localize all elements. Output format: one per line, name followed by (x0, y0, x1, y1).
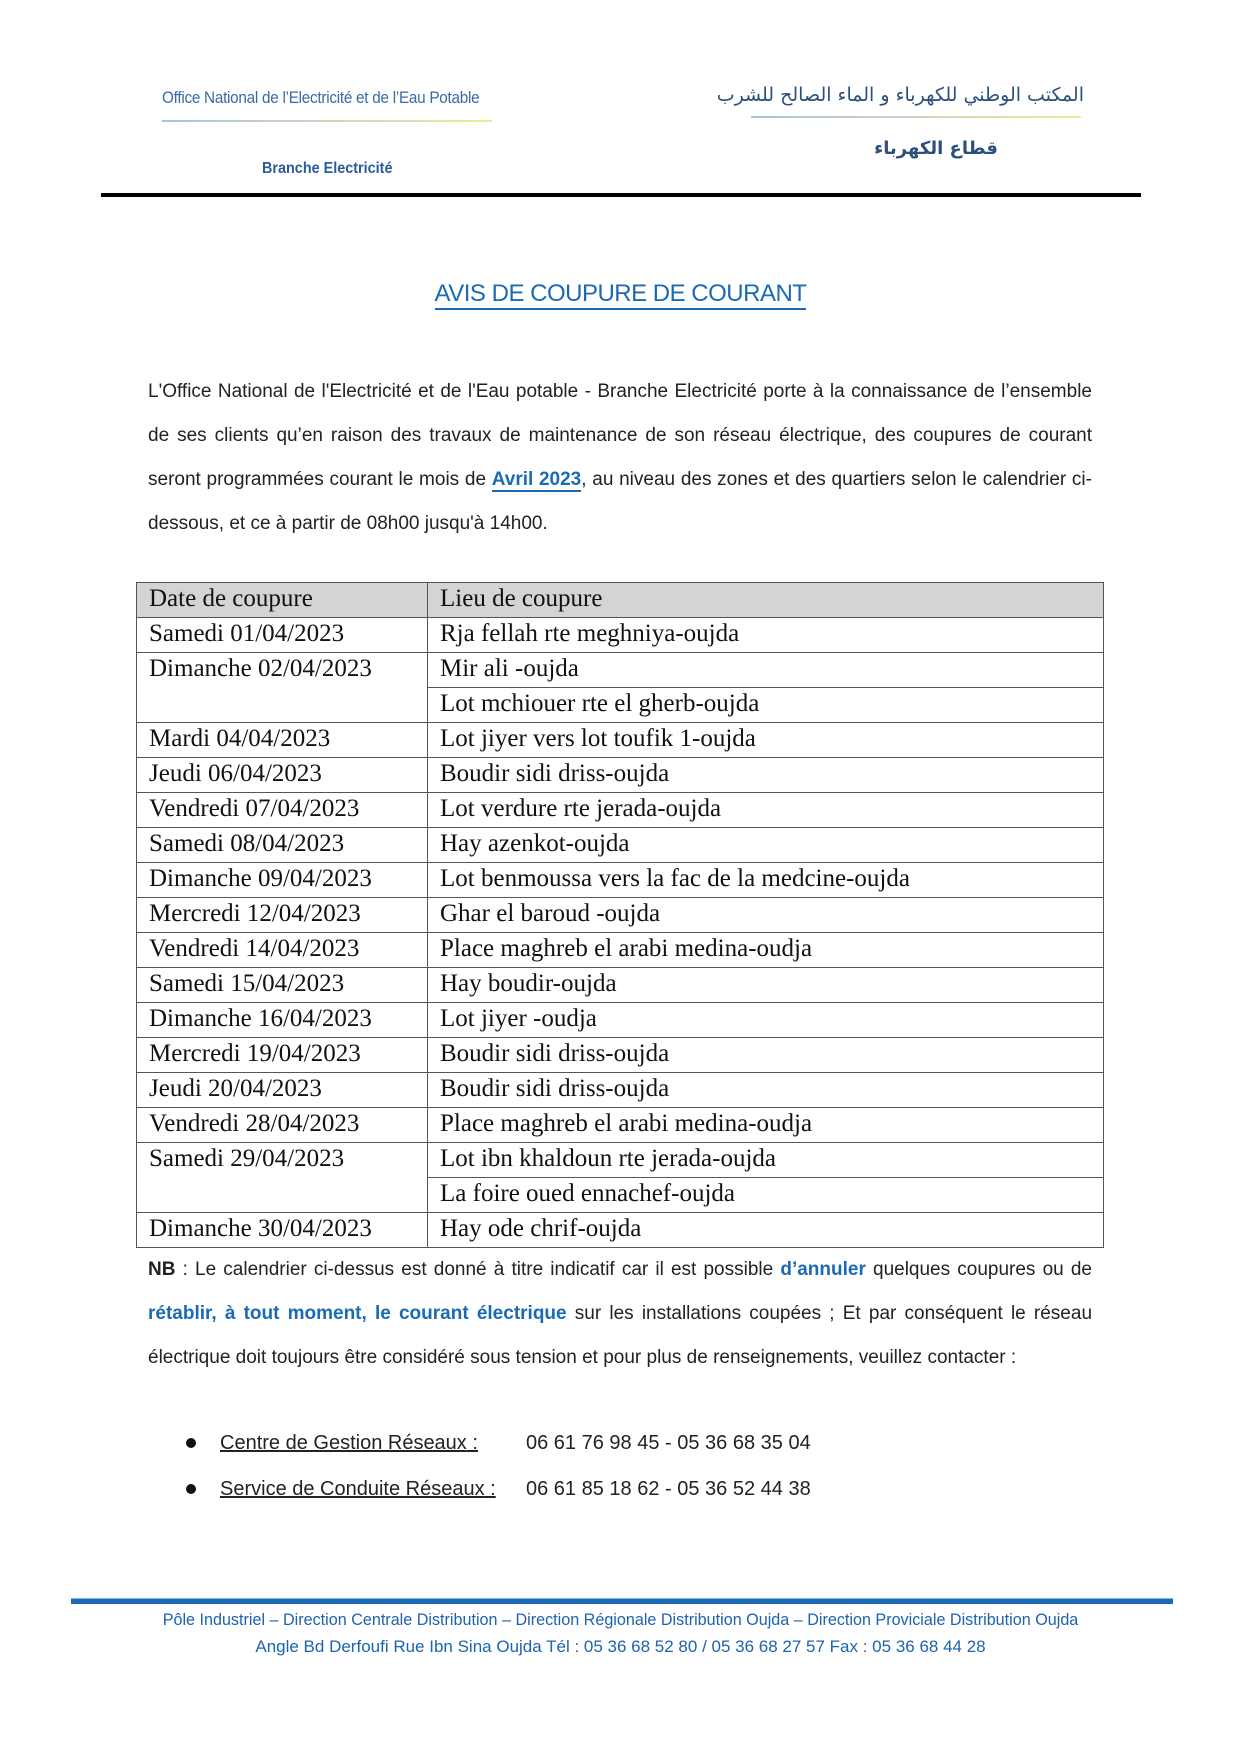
header-left (162, 88, 492, 177)
cell-date: Samedi 29/04/2023 (137, 1143, 428, 1213)
cell-lieu: Lot verdure rte jerada-oujda (428, 793, 1104, 828)
cell-date: Jeudi 20/04/2023 (137, 1073, 428, 1108)
page-title-wrap (0, 280, 1241, 308)
cell-date: Samedi 01/04/2023 (137, 618, 428, 653)
footer-line-2: Angle Bd Derfoufi Rue Ibn Sina Oujda Tél : 05 36 68 52 80 / 05 36 68 27 57 Fax : 05 36 68 44 28 (255, 1637, 986, 1656)
cell-lieu: Lot ibn khaldoun rte jerada-oujda (428, 1143, 1104, 1178)
cell-date: Samedi 08/04/2023 (137, 828, 428, 863)
cell-date: Mardi 04/04/2023 (137, 723, 428, 758)
cell-lieu: Hay boudir-oujda (428, 968, 1104, 1003)
table-row (137, 758, 1104, 793)
page-title: AVIS DE COUPURE DE COURANT (435, 280, 807, 310)
cell-lieu: Rja fellah rte meghniya-oujda (428, 618, 1104, 653)
table-row (137, 933, 1104, 968)
cell-lieu: Mir ali -oujda (428, 653, 1104, 688)
org-name-fr: Office National de l’Electricité et de l’Eau Potable (162, 88, 480, 107)
contact-phones: 06 61 85 18 62 - 05 36 52 44 38 (526, 1478, 811, 1500)
table-row (137, 1003, 1104, 1038)
table-row (137, 898, 1104, 933)
table-row (137, 653, 1104, 688)
table-row (137, 1073, 1104, 1108)
intro-text-1: L'Office National de l'Electricité et de l'Eau potable - Branche Electricité porte à la connaissance de l’ensemble de ses clients qu’en raison des travaux de maintenance de son réseau électrique, des coupures de courant seront programmées courant le mois de (148, 381, 1092, 490)
nb-text-2: quelques coupures ou de (865, 1259, 1092, 1280)
table-row (137, 793, 1104, 828)
cell-lieu: Place maghreb el arabi medina-oudja (428, 1108, 1104, 1143)
cell-date: Vendredi 28/04/2023 (137, 1108, 428, 1143)
cell-lieu: Lot mchiouer rte el gherb-oujda (428, 688, 1104, 723)
table-row (137, 1143, 1104, 1178)
cell-lieu: Lot benmoussa vers la fac de la medcine-oujda (428, 863, 1104, 898)
header-right (716, 84, 1084, 159)
nb-label: NB (148, 1259, 176, 1280)
header-date: Date de coupure (137, 583, 428, 618)
nb-highlight-2: rétablir, à tout moment, le courant électrique (148, 1303, 567, 1324)
cell-lieu: Hay azenkot-oujda (428, 828, 1104, 863)
intro-paragraph (148, 370, 1092, 546)
outage-schedule-table (136, 582, 1104, 1248)
contact-phones: 06 61 76 98 45 - 05 36 68 35 04 (526, 1432, 811, 1454)
table-row (137, 1038, 1104, 1073)
header-divider (101, 193, 1141, 197)
contact-item (186, 1420, 811, 1466)
nb-text-3: sur les installations coupées ; Et par conséquent le réseau électrique doit toujours être considéré sous tension et pour plus de renseignements, veuillez contacter : (148, 1303, 1093, 1368)
intro-month: Avril 2023 (491, 469, 582, 490)
cell-date: Mercredi 19/04/2023 (137, 1038, 428, 1073)
cell-date: Dimanche 09/04/2023 (137, 863, 428, 898)
table-row (137, 618, 1104, 653)
cell-lieu: Boudir sidi driss-oujda (428, 758, 1104, 793)
table-row (137, 863, 1104, 898)
contact-item (186, 1466, 811, 1512)
contact-sep: : (466, 1432, 478, 1454)
contact-sep: : (484, 1478, 496, 1500)
cell-lieu: Lot jiyer -oudja (428, 1003, 1104, 1038)
cell-lieu: Ghar el baroud -oujda (428, 898, 1104, 933)
table-row (137, 1213, 1104, 1248)
branch-name-ar: قطاع الكهرباء (874, 138, 998, 159)
contact-list (186, 1420, 811, 1512)
table-row (137, 723, 1104, 758)
nb-highlight-1: d’annuler (780, 1259, 866, 1280)
footer (0, 1606, 1241, 1660)
cell-date: Vendredi 14/04/2023 (137, 933, 428, 968)
cell-lieu: Place maghreb el arabi medina-oudja (428, 933, 1104, 968)
bullet-icon (186, 1438, 196, 1448)
table-row (137, 828, 1104, 863)
cell-lieu: Boudir sidi driss-oujda (428, 1038, 1104, 1073)
bullet-icon (186, 1484, 196, 1494)
cell-date: Vendredi 07/04/2023 (137, 793, 428, 828)
header-right-rule (751, 116, 1081, 118)
branch-name-fr: Branche Electricité (262, 160, 393, 177)
cell-lieu: La foire oued ennachef-oujda (428, 1178, 1104, 1213)
nb-note (148, 1248, 1092, 1380)
cell-date: Jeudi 06/04/2023 (137, 758, 428, 793)
table-header-row (137, 583, 1104, 618)
header-left-rule (162, 120, 492, 122)
cell-lieu: Hay ode chrif-oujda (428, 1213, 1104, 1248)
cell-date: Dimanche 16/04/2023 (137, 1003, 428, 1038)
header-lieu: Lieu de coupure (428, 583, 1104, 618)
contact-name: Centre de Gestion Réseaux (220, 1432, 467, 1454)
cell-lieu: Lot jiyer vers lot toufik 1-oujda (428, 723, 1104, 758)
cell-date: Mercredi 12/04/2023 (137, 898, 428, 933)
cell-date: Dimanche 02/04/2023 (137, 653, 428, 723)
cell-lieu: Boudir sidi driss-oujda (428, 1073, 1104, 1108)
cell-date: Samedi 15/04/2023 (137, 968, 428, 1003)
contact-name: Service de Conduite Réseaux (220, 1478, 485, 1500)
footer-divider (71, 1598, 1173, 1604)
nb-text-1: : Le calendrier ci-dessus est donné à titre indicatif car il est possible (175, 1259, 781, 1280)
org-name-ar: المكتب الوطني للكهرباء و الماء الصالح للشرب (716, 84, 1084, 106)
table-row (137, 968, 1104, 1003)
table-row (137, 1108, 1104, 1143)
intro-text-2: , au niveau des zones et des quartiers selon le calendrier ci-dessous, et ce à partir de 08h00 jusqu'à 14h00. (148, 469, 1092, 534)
cell-date: Dimanche 30/04/2023 (137, 1213, 428, 1248)
footer-line-1: Pôle Industriel – Direction Centrale Distribution – Direction Régionale Distribution Oujda – Direction Proviciale Distribution Oujda (162, 1610, 1079, 1629)
